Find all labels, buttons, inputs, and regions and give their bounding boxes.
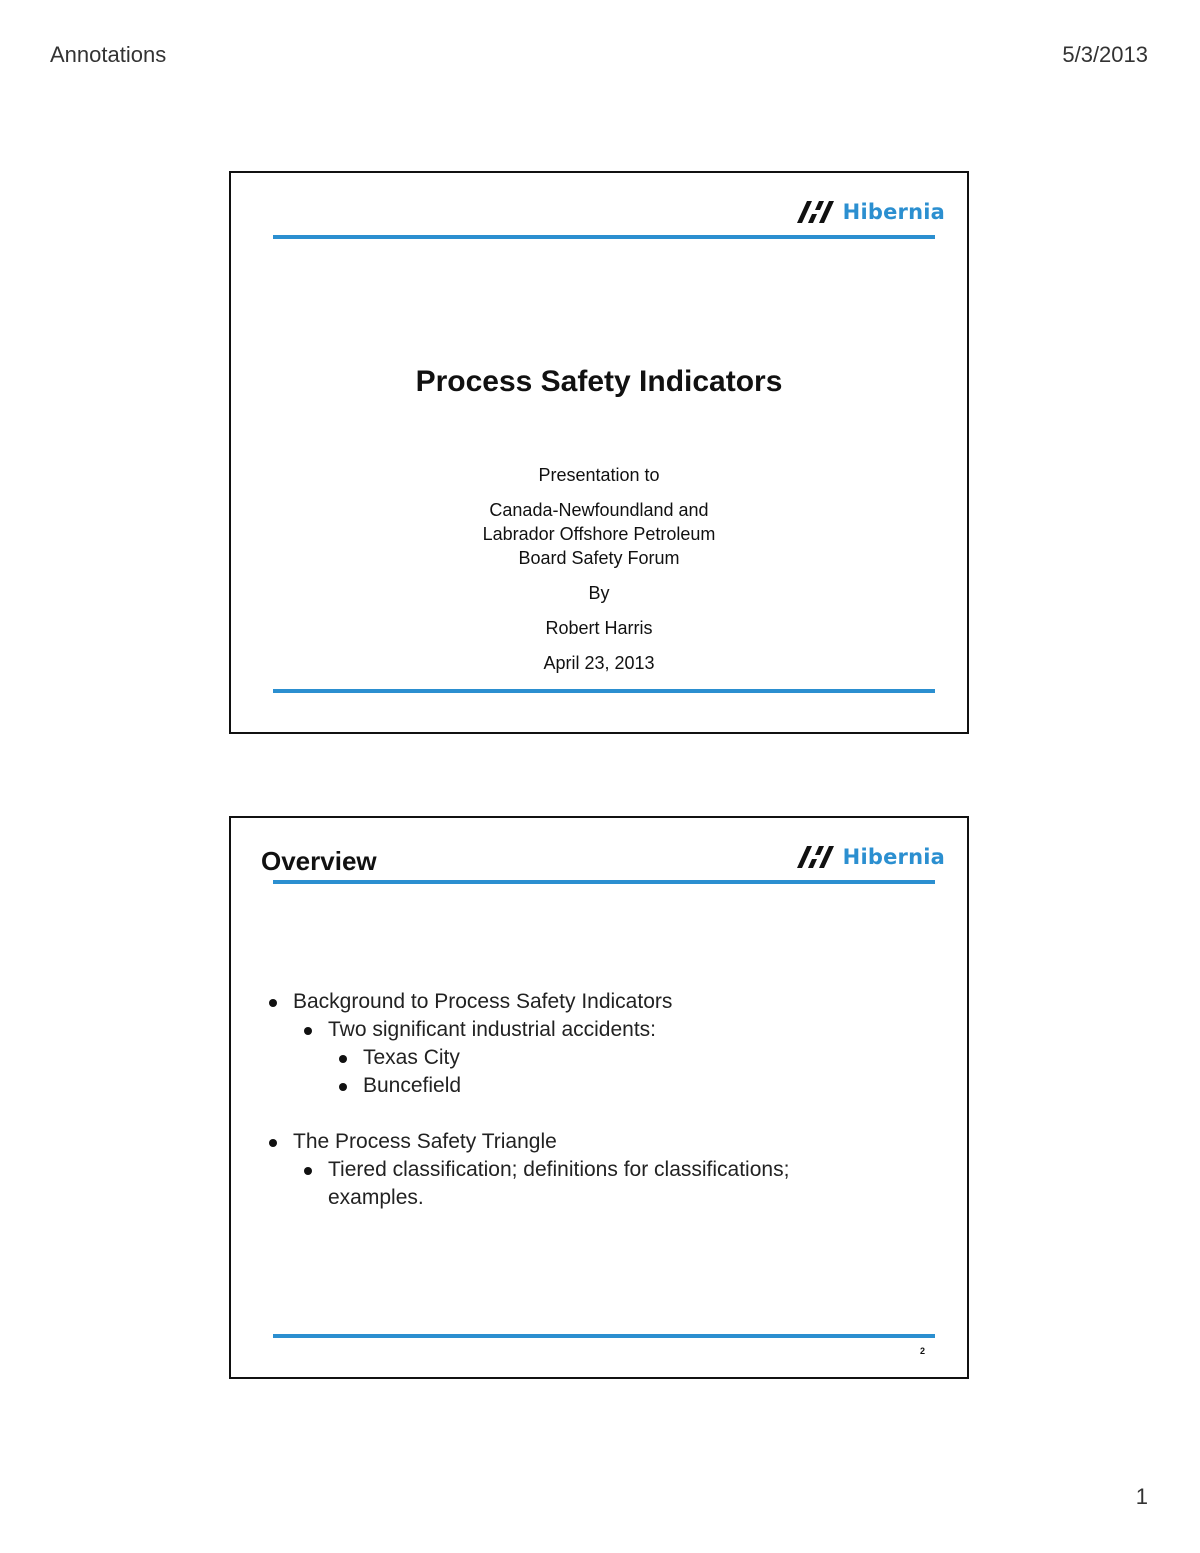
subtitle-line: Canada-Newfoundland and	[489, 500, 709, 520]
bullet-item	[300, 1156, 885, 1212]
page-number: 1	[1135, 1484, 1148, 1509]
hibernia-logo	[795, 844, 945, 870]
subtitle-audience	[231, 498, 967, 570]
slide-bottom-rule	[273, 1334, 935, 1338]
bullet-item: Texas City	[335, 1044, 885, 1072]
bullet-text: examples.	[328, 1186, 424, 1209]
hibernia-logo	[795, 199, 945, 225]
slide-top-rule	[273, 880, 935, 884]
subtitle-line: Labrador Offshore Petroleum	[482, 524, 716, 544]
bullet-item: Two significant industrial accidents:	[300, 1016, 885, 1044]
slide-bottom-rule	[273, 689, 935, 693]
page-header-date: 5/3/2013	[1062, 42, 1148, 67]
subtitle-line: Board Safety Forum	[518, 548, 680, 568]
slide-2	[229, 816, 969, 1379]
logo-text: Hibernia	[842, 845, 945, 869]
logo-text: Hibernia	[842, 200, 945, 224]
presenter-name: Robert Harris	[545, 618, 653, 638]
slide-subtitle	[231, 463, 967, 686]
slide-title: Process Safety Indicators	[415, 365, 783, 398]
bullet-text: Tiered classification; definitions for classifications;	[328, 1158, 790, 1181]
subtitle-line: By	[588, 583, 610, 603]
bullet-list	[265, 988, 885, 1212]
slide-heading: Overview	[261, 846, 377, 876]
hibernia-logo-icon	[795, 844, 835, 870]
presentation-date: April 23, 2013	[543, 653, 655, 673]
slide-1	[229, 171, 969, 734]
bullet-item: Buncefield	[335, 1072, 885, 1100]
bullet-spacer	[265, 1100, 885, 1128]
subtitle-line: Presentation to	[538, 465, 660, 485]
bullet-item: Background to Process Safety Indicators	[265, 988, 885, 1016]
slide-top-rule	[273, 235, 935, 239]
page-header-title: Annotations	[50, 42, 167, 67]
slide-number: 2	[919, 1346, 925, 1356]
bullet-item: The Process Safety Triangle	[265, 1128, 885, 1156]
hibernia-logo-icon	[795, 199, 835, 225]
